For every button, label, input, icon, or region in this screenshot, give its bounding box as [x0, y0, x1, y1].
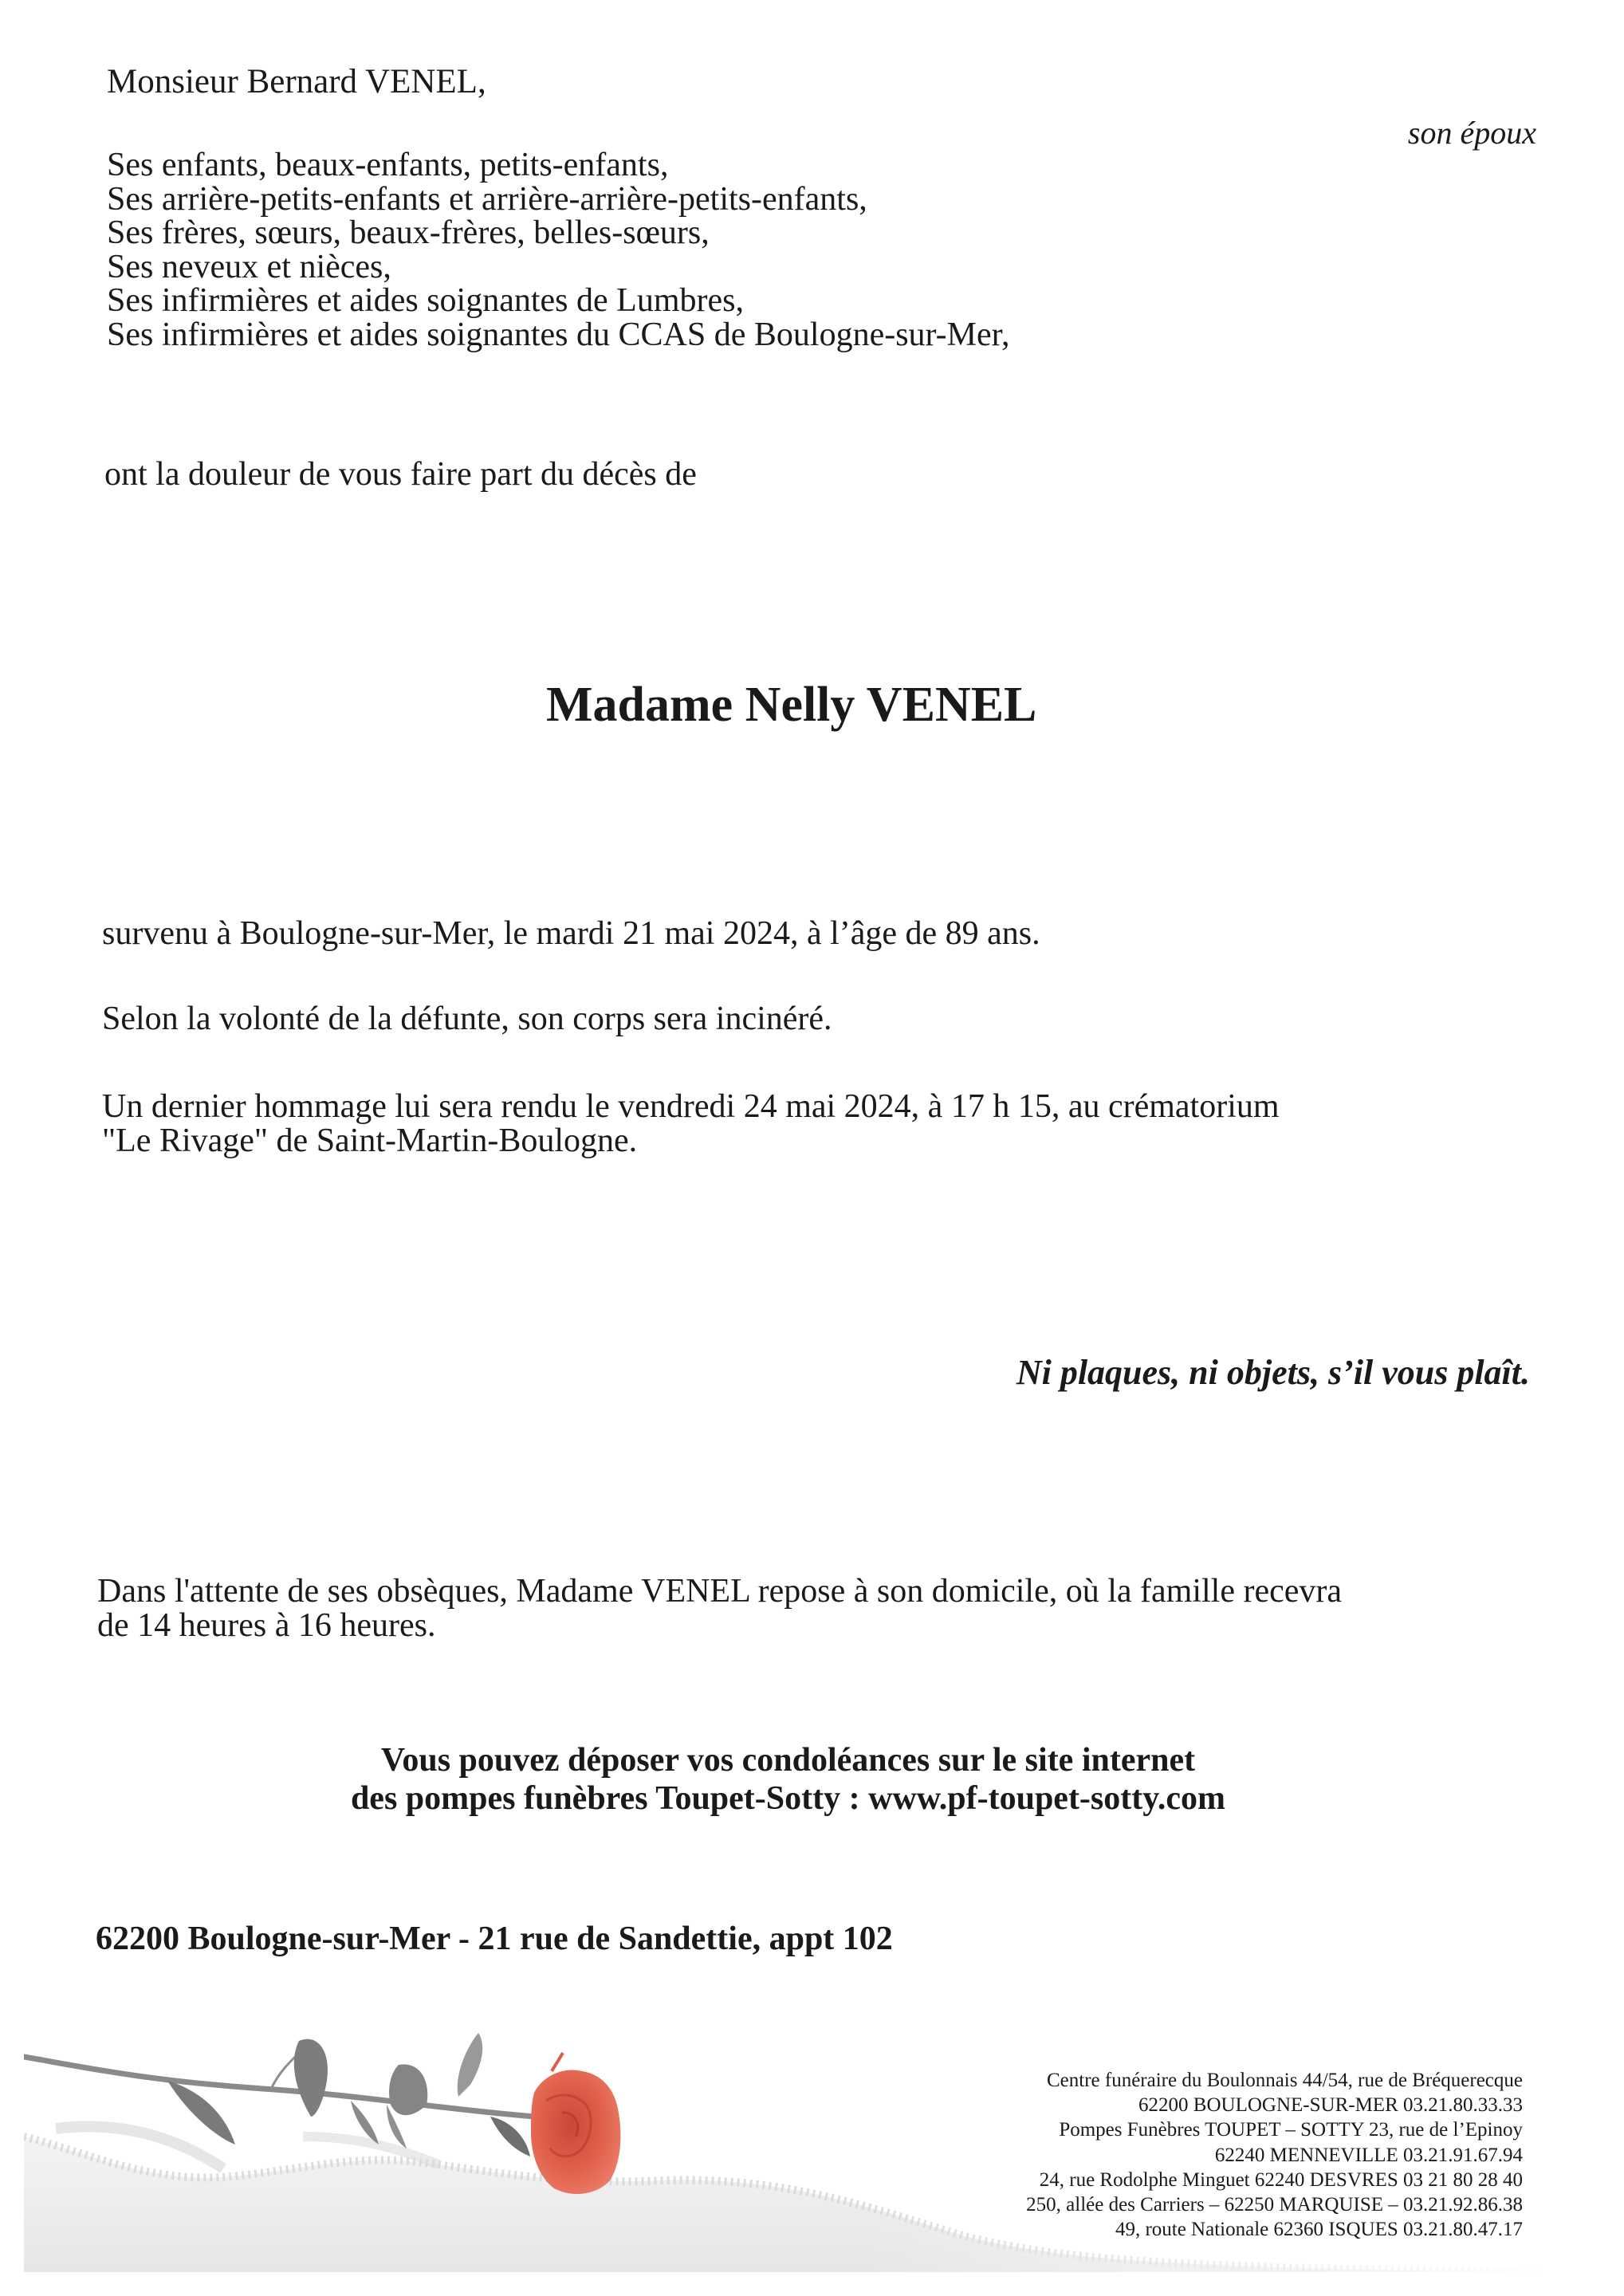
tribute-line-1: Un dernier hommage lui sera rendu le vendredi 24 mai 2024, à 17 h 15, au crématorium — [102, 1088, 1280, 1125]
family-line: Ses neveux et nièces, — [107, 248, 391, 285]
visitation-line-2: de 14 heures à 16 heures. — [97, 1607, 436, 1644]
tribute-line-2: "Le Rivage" de Saint-Martin-Boulogne. — [102, 1122, 638, 1159]
condolences-notice — [0, 1741, 1600, 1818]
cremation-note: Selon la volonté de la défunte, son corps sera incinéré. — [102, 1001, 832, 1037]
family-line: Ses enfants, beaux-enfants, petits-enfants, — [107, 147, 669, 183]
condolences-line-2: des pompes funèbres Toupet-Sotty : www.pf-toupet-sotty.com — [350, 1780, 1226, 1817]
announcement: ont la douleur de vous faire part du décès de — [104, 456, 697, 493]
home-address: 62200 Boulogne-sur-Mer - 21 rue de Sandettie, appt 102 — [96, 1921, 893, 1957]
family-line: Ses infirmières et aides soignantes de Lumbres, — [107, 282, 744, 319]
family-list — [107, 148, 1009, 352]
no-flowers-request: Ni plaques, ni objets, s’il vous plaît. — [1016, 1353, 1530, 1392]
family-line: Ses arrière-petits-enfants et arrière-arrière-petits-enfants, — [107, 180, 867, 218]
footer-line: Centre funéraire du Boulonnais 44/54, rue de Bréquerecque — [1046, 2070, 1523, 2091]
death-details: survenu à Boulogne-sur-Mer, le mardi 21 mai 2024, à l’âge de 89 ans. — [102, 915, 1040, 952]
condolences-line-1: Vous pouvez déposer vos condoléances sur le site internet — [380, 1742, 1196, 1779]
visitation-line-1: Dans l'attente de ses obsèques, Madame VENEL repose à son domicile, où la famille recevra — [97, 1573, 1343, 1610]
family-line: Ses infirmières et aides soignantes du CCAS de Boulogne-sur-Mer, — [107, 316, 1010, 353]
footer-line: 49, route Nationale 62360 ISQUES 03.21.80.47.17 — [1115, 2219, 1523, 2241]
spouse-relation: son époux — [1407, 115, 1536, 151]
footer-line: 62240 MENNEVILLE 03.21.91.67.94 — [1214, 2144, 1523, 2166]
spouse-name: Monsieur Bernard VENEL, — [107, 63, 486, 100]
footer-line: 250, allée des Carriers – 62250 MARQUISE – 03.21.92.86.38 — [1026, 2194, 1523, 2216]
footer-line: Pompes Funèbres TOUPET – SOTTY 23, rue de l’Epinoy — [1059, 2119, 1523, 2141]
family-line: Ses frères, sœurs, beaux-frères, belles-sœurs, — [107, 214, 710, 251]
funeral-home-contacts — [1026, 2068, 1523, 2242]
footer-line: 62200 BOULOGNE-SUR-MER 03.21.80.33.33 — [1138, 2094, 1523, 2117]
deceased-name: Madame Nelly VENEL — [546, 678, 1037, 732]
footer-line: 24, rue Rodolphe Minguet 62240 DESVRES 03 21 80 28 40 — [1039, 2168, 1523, 2191]
